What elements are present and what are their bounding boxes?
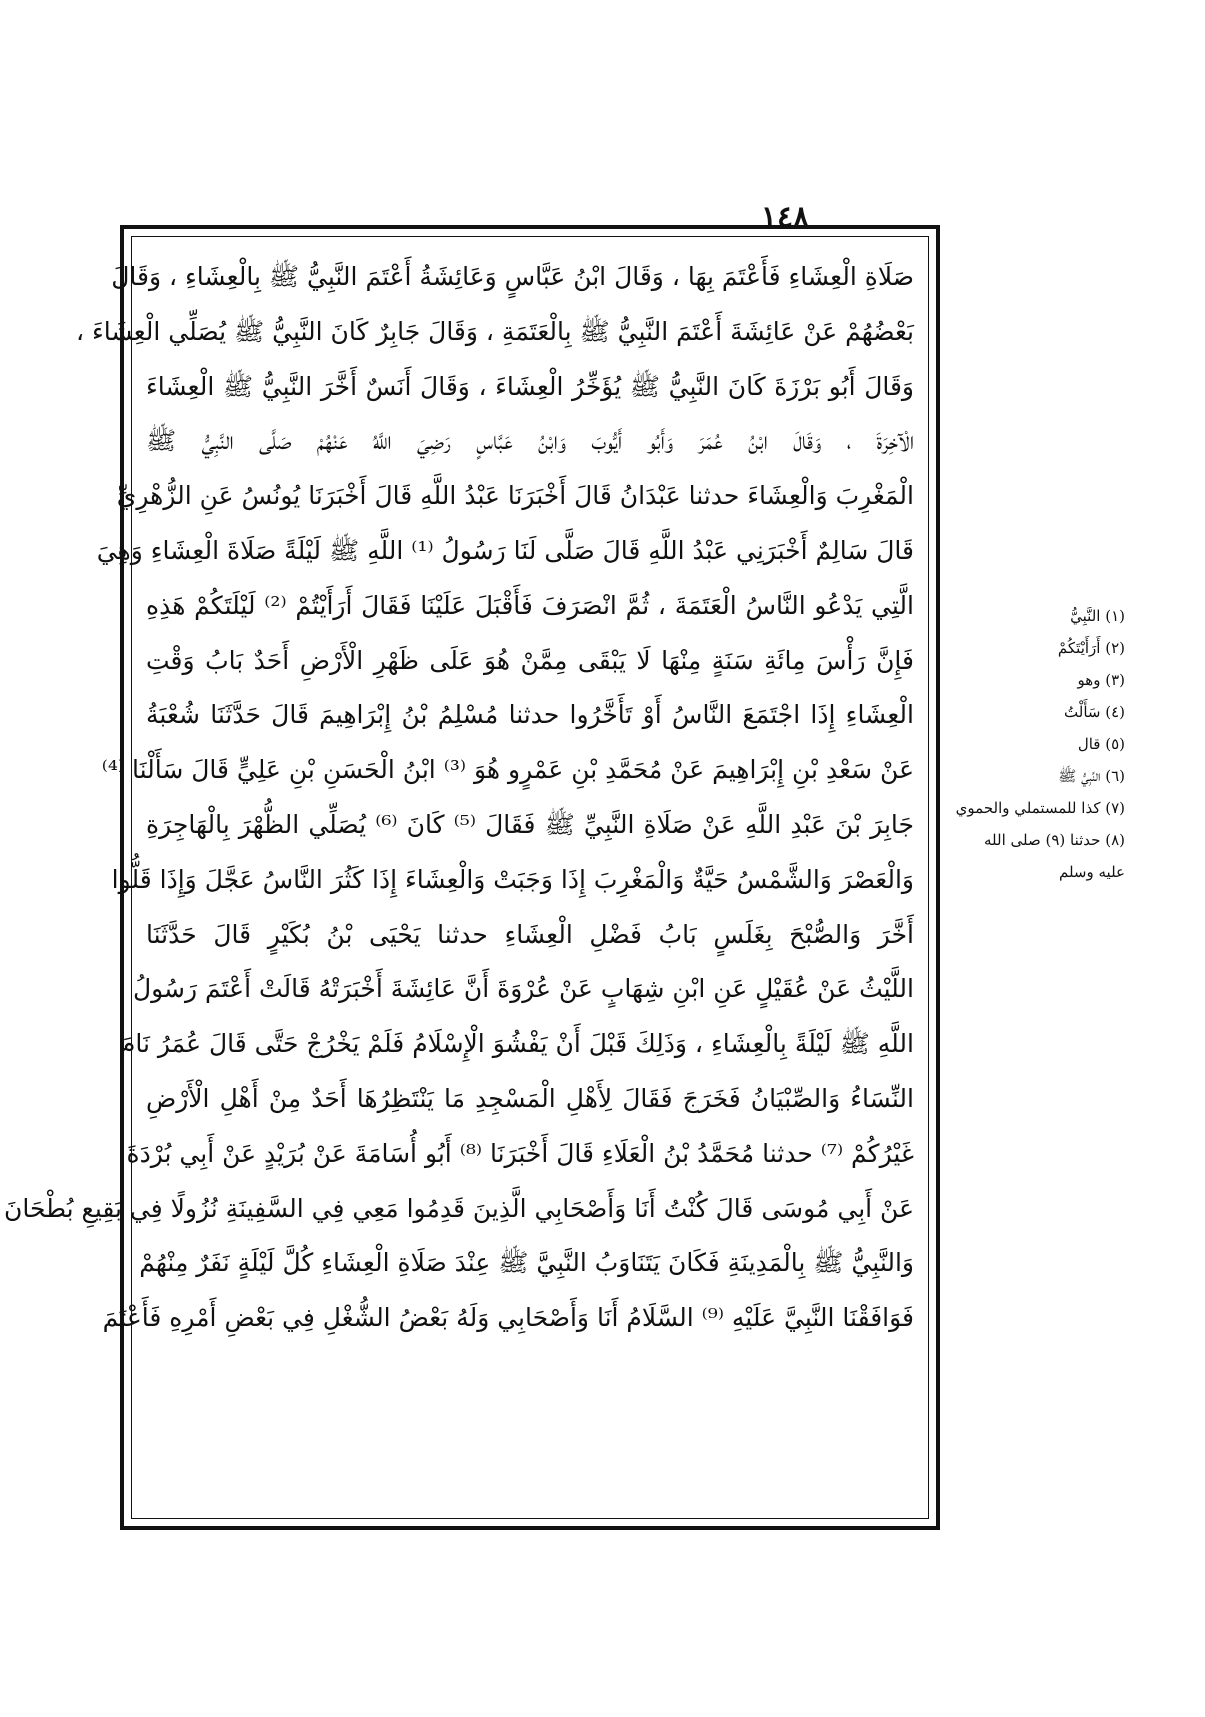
margin-note: (٨) حدثنا (٩) صلى الله: [984, 831, 1125, 849]
text-line: وَالنَّبِيُّ ﷺ بِالْمَدِينَةِ فَكَانَ يَتَنَاوَبُ النَّبِيَّ ﷺ عِنْدَ صَلَاةِ الْعِشَاءِ كُلَّ لَيْلَةٍ نَفَرٌ مِنْهُمْ: [139, 1248, 914, 1278]
text-line: الَّتِي يَدْعُو النَّاسُ الْعَتَمَةَ ، ثُمَّ انْصَرَفَ فَأَقْبَلَ عَلَيْنَا فَقَالَ أَرَأَيْتُمْ ⁽²⁾ لَيْلَتَكُمْ هَذِهِ: [146, 590, 914, 620]
margin-note: (٧) كذا للمستملي والحموي: [955, 799, 1125, 817]
text-line: وَالْعَصْرَ وَالشَّمْسُ حَيَّةٌ وَالْمَغْرِبَ إِذَا وَجَبَتْ وَالْعِشَاءَ إِذَا كَثُرَ النَّاسُ عَجَّلَ وَإِذَا قَلُّوا: [111, 864, 914, 894]
text-line: وَقَالَ أَبُو بَرْزَةَ كَانَ النَّبِيُّ ﷺ يُؤَخِّرُ الْعِشَاءَ ، وَقَالَ أَنَسٌ أَخَّرَ النَّبِيُّ ﷺ الْعِشَاءَ: [146, 371, 914, 401]
margin-note: عليه وسلم: [1058, 863, 1125, 881]
text-line: الْآخِرَةَ ، وَقَالَ ابْنُ عُمَرَ وَأَبُو أَيُّوبَ وَابْنُ عَبَّاسٍ رَضِيَ اللَّهُ عَنْهُمْ صَلَّى النَّبِيُّ ﷺ: [146, 426, 914, 456]
text-line: عَنْ أَبِي مُوسَى قَالَ كُنْتُ أَنَا وَأَصْحَابِي الَّذِينَ قَدِمُوا مَعِي فِي السَّفِينَةِ نُزُولًا فِي بَقِيعِ بُطْحَانَ: [3, 1193, 914, 1223]
text-line: جَابِرَ بْنَ عَبْدِ اللَّهِ عَنْ صَلَاةِ النَّبِيِّ ﷺ فَقَالَ ⁽⁵⁾ كَانَ ⁽⁶⁾ يُصَلِّي الظُّهْرَ بِالْهَاجِرَةِ: [146, 809, 914, 839]
margin-note: (٦) النَّبِيُّ ﷺ: [1058, 767, 1125, 785]
text-line: فَإِنَّ رَأْسَ مِائَةِ سَنَةٍ مِنْهَا لَا يَبْقَى مِمَّنْ هُوَ عَلَى ظَهْرِ الْأَرْضِ أَحَدٌ بَابُ وَقْتِ: [146, 645, 914, 675]
margin-note: (١) النَّبِيُّ: [1070, 607, 1125, 625]
text-line: بَعْضُهُمْ عَنْ عَائِشَةَ أَعْتَمَ النَّبِيُّ ﷺ بِالْعَتَمَةِ ، وَقَالَ جَابِرٌ كَانَ النَّبِيُّ ﷺ يُصَلِّي الْعِشَاءَ ،: [76, 316, 914, 346]
margin-note: (٢) أَرَأَيْتَكُمْ: [1057, 639, 1125, 657]
text-line: غَيْرُكُمْ ⁽⁷⁾ حدثنا مُحَمَّدُ بْنُ الْعَلَاءِ قَالَ أَخْبَرَنَا ⁽⁸⁾ أَبُو أُسَامَةَ عَنْ بُرَيْدٍ عَنْ أَبِي بُرْدَةَ: [126, 1138, 914, 1168]
text-line: قَالَ سَالِمٌ أَخْبَرَنِي عَبْدُ اللَّهِ قَالَ صَلَّى لَنَا رَسُولُ ⁽¹⁾ اللَّهِ ﷺ لَيْلَةً صَلَاةَ الْعِشَاءِ وَهِيَ: [96, 535, 914, 565]
text-line: الْمَغْرِبَ وَالْعِشَاءَ حدثنا عَبْدَانُ قَالَ أَخْبَرَنَا عَبْدُ اللَّهِ قَالَ أَخْبَرَنَا يُونُسُ عَنِ الزُّهْرِيِّ: [116, 481, 914, 511]
text-line: عَنْ سَعْدِ بْنِ إِبْرَاهِيمَ عَنْ مُحَمَّدِ بْنِ عَمْرٍو هُوَ ⁽³⁾ ابْنُ الْحَسَنِ بْنِ عَلِيٍّ قَالَ سَأَلْنَا ⁽⁴⁾: [101, 755, 914, 785]
text-line: صَلَاةِ الْعِشَاءِ فَأَعْتَمَ بِهَا ، وَقَالَ ابْنُ عَبَّاسٍ وَعَائِشَةُ أَعْتَمَ النَّبِيُّ ﷺ بِالْعِشَاءِ ، وَقَالَ: [111, 262, 914, 291]
text-line: النِّسَاءُ وَالصِّبْيَانُ فَخَرَجَ فَقَالَ لِأَهْلِ الْمَسْجِدِ مَا يَنْتَظِرُهَا أَحَدٌ مِنْ أَهْلِ الْأَرْضِ: [146, 1083, 914, 1113]
margin-note: (٤) سَأَلْتُ: [1064, 703, 1125, 721]
text-line: فَوَافَقْنَا النَّبِيَّ عَلَيْهِ ⁽⁹⁾ السَّلَامُ أَنَا وَأَصْحَابِي وَلَهُ بَعْضُ الشُّغْلِ فِي بَعْضِ أَمْرِهِ فَأَعْتَمَ: [102, 1303, 914, 1333]
text-line: الْعِشَاءِ إِذَا اجْتَمَعَ النَّاسُ أَوْ تَأَخَّرُوا حدثنا مُسْلِمُ بْنُ إِبْرَاهِيمَ قَالَ حَدَّثَنَا شُعْبَةُ: [146, 700, 914, 730]
margin-notes: [950, 600, 1125, 888]
margin-note: (٥) قال: [1077, 735, 1125, 753]
page-number: ١٤٨: [760, 200, 810, 235]
text-line: اللَّيْثُ عَنْ عُقَيْلٍ عَنِ ابْنِ شِهَابٍ عَنْ عُرْوَةَ أَنَّ عَائِشَةَ أَخْبَرَتْهُ قَالَتْ أَعْتَمَ رَسُولُ: [132, 974, 914, 1004]
text-line: أَخَّرَ وَالصُّبْحَ بِغَلَسٍ بَابُ فَضْلِ الْعِشَاءِ حدثنا يَحْيَى بْنُ بُكَيْرٍ قَالَ حَدَّثَنَا: [146, 919, 914, 949]
margin-note: (٣) وهو: [1077, 671, 1125, 689]
main-text: [3, 250, 914, 1512]
text-line: اللَّهِ ﷺ لَيْلَةً بِالْعِشَاءِ ، وَذَلِكَ قَبْلَ أَنْ يَفْشُوَ الْإِسْلَامُ فَلَمْ يَخْرُجْ حَتَّى قَالَ عُمَرُ نَامَ: [119, 1029, 914, 1059]
